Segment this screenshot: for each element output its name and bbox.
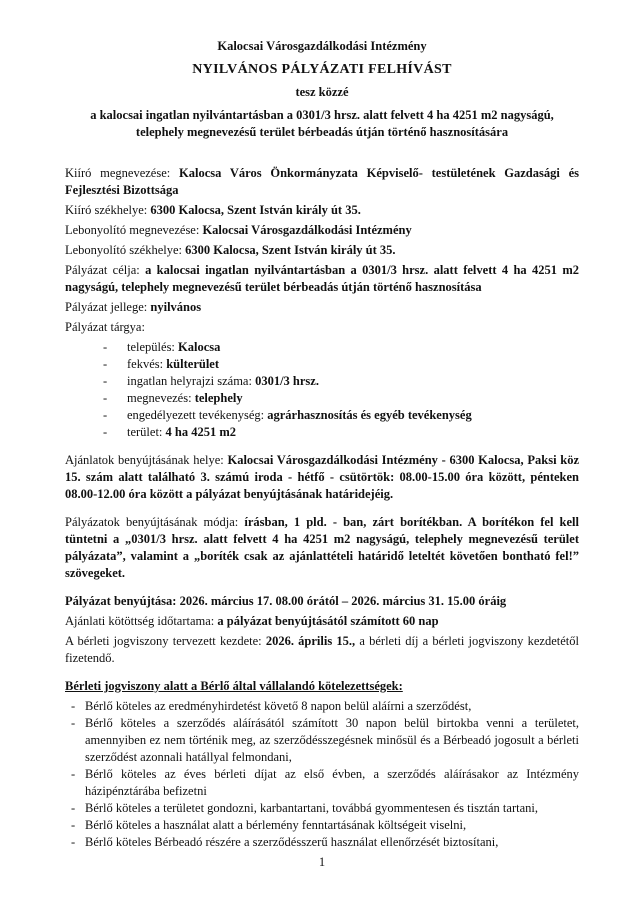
text-segment: a kalocsai ingatlan nyilvántartásban a 0301/3 hrsz. alatt felvett 4 ha 4251 m2 nagyságú, telephely megnevezésű terület bérbeadás útján történő hasznosítása [65,263,579,294]
paragraph [65,202,579,219]
text-segment: Ajánlatok benyújtásának helye: [65,453,228,467]
bullet-marker: - [71,767,76,781]
bullet-marker: - [103,408,108,422]
list-item-text [85,817,579,834]
paragraph [65,613,579,630]
text-segment: megnevezés: [127,391,195,405]
bullet-marker: - [71,801,76,815]
list-item-text [127,424,579,441]
text-segment: Bérlő köteles a használat alatt a bérlemény fenntartásának költségeit viselni, [85,818,467,832]
text-segment: a bérleti díj a bérleti jogviszony kezdetétől fizetendő. [65,634,579,665]
text-segment: írásban, 1 pld. - ban, zárt borítékban. A borítékon fel kell tüntetni a „0301/3 hrsz. alatt felvett 4 ha 4251 m2 nagyságú, telephely megnevezésű terület pályázata”, valamint a „boríték csak az ajánlattételi határidő leteltét követően bontható fel!” szövegeket. [65,515,579,580]
paragraph [65,633,579,667]
paragraph [65,222,579,239]
text-segment: Bérleti jogviszony alatt a Bérlő által vállalandó kötelezettségek: [65,679,403,693]
text-segment: Kalocsai Városgazdálkodási Intézmény - 6300 Kalocsa, Paksi köz 15. szám alatt található 3. számú iroda - hétfő - csütörtök: 08.00-15.00 óra között, pénteken 08.00-12.00 óra között a pályázat benyújtásának határidejéig. [65,453,580,501]
list-item-text [127,339,579,356]
text-segment: Bérlő köteles Bérbeadó részére a szerződésszerű használat ellenőrzését biztosítani, [85,835,499,849]
paragraph [65,262,579,296]
text-segment: nyilvános [150,300,202,314]
list-item [65,407,579,424]
list-item-text [127,356,579,373]
paragraph [65,452,579,503]
text-segment: Ajánlati kötöttség időtartama: [65,614,218,628]
text-segment: Lebonyolító székhelye: [65,243,186,257]
list-item [65,817,579,834]
text-segment: Bérlő köteles az eredményhirdetést követő 8 napon belül aláírni a szerződést, [85,699,472,713]
text-segment: terület: [127,425,166,439]
list-item-text [85,800,579,817]
org-name: Kalocsai Városgazdálkodási Intézmény [217,39,427,53]
list-item [65,356,579,373]
list-item [65,834,579,851]
page-number: 1 [318,855,326,869]
bullet-marker: - [103,340,108,354]
text-segment: Lebonyolító megnevezése: [65,223,203,237]
bullet-marker: - [71,716,76,730]
text-segment: település: [127,340,179,354]
text-segment: Bérlő köteles a területet gondozni, karbantartani, továbbá gyommentesen és tisztán tartani, [85,801,538,815]
list-item-text [85,715,579,766]
text-segment: 6300 Kalocsa, Szent István király út 35. [150,203,361,217]
text-segment: engedélyezett tevékenység: [127,408,268,422]
bullet-marker: - [103,357,108,371]
text-segment: 4 ha 4251 m2 [165,425,237,439]
list-item-text [127,373,579,390]
text-segment: külterület [166,357,220,371]
text-segment: Bérlő köteles a szerződés aláírásától számított 30 napon belül birtokba venni a területet, amennyiben ez nem történik meg, az szerződésszegésnek minősül és a Bérbeadó jogosult a bérleti szerződést azonnali hatállyal felmondani, [85,716,579,764]
text-segment: 0301/3 hrsz. [255,374,319,388]
bullet-marker: - [71,835,76,849]
document-body [65,165,579,851]
list-item [65,698,579,715]
subject-line: a kalocsai ingatlan nyilvántartásban a 0301/3 hrsz. alatt felvett 4 ha 4251 m2 nagyságú, telephely megnevezésű terület bérbeadás útján történő hasznosítására [90,108,554,139]
text-segment: 2026. április 15., [265,634,360,648]
list-item [65,373,579,390]
list-item-text [127,407,579,424]
text-segment: Kalocsa [178,340,221,354]
text-segment: A bérleti jogviszony tervezett kezdete: [65,634,266,648]
list-item [65,339,579,356]
paragraph [65,242,579,259]
text-segment: Kiíró székhelye: [65,203,151,217]
list-item [65,800,579,817]
bullet-list [65,339,579,441]
paragraph [65,165,579,199]
list-item-text [127,390,579,407]
bullet-marker: - [103,374,108,388]
bullet-marker: - [71,699,76,713]
list-item [65,715,579,766]
publish-line: tesz közzé [295,85,349,99]
text-segment: telephely [194,391,243,405]
paragraph [65,319,579,336]
text-segment: agrárhasznosítás és egyéb tevékenység [267,408,472,422]
text-segment: Pályázat jellege: [65,300,151,314]
text-segment: ingatlan helyrajzi száma: [127,374,256,388]
bullet-marker: - [103,425,108,439]
paragraph [65,593,579,610]
text-segment: Pályázatok benyújtásának módja: [65,515,245,529]
bullet-marker: - [103,391,108,405]
list-item [65,390,579,407]
bullet-marker: - [71,818,76,832]
text-segment: Bérlő köteles az éves bérleti díjat az első évben, a szerződés aláírásakor az Intézmény házipénztárába befizetni [85,767,579,798]
paragraph [65,299,579,316]
paragraph [65,678,579,695]
paragraph [65,514,579,582]
list-item-text [85,834,579,851]
text-segment: Pályázat benyújtása: 2026. március 17. 08.00 órától – 2026. március 31. 15.00 óráig [65,594,507,608]
document-header [65,38,579,141]
text-segment: Pályázat célja: [65,263,146,277]
text-segment: fekvés: [127,357,167,371]
text-segment: Kalocsa Város Önkormányzata Képviselő- testületének Gazdasági és Fejlesztési Bizottsága [65,166,580,197]
list-item-text [85,698,579,715]
document-title: NYILVÁNOS PÁLYÁZATI FELHÍVÁST [192,62,452,77]
list-item [65,766,579,800]
list-item-text [85,766,579,800]
list-item [65,424,579,441]
text-segment: Kalocsai Városgazdálkodási Intézmény [202,223,412,237]
text-segment: 6300 Kalocsa, Szent István király út 35. [185,243,396,257]
text-segment: a pályázat benyújtásától számított 60 nap [217,614,439,628]
text-segment: Pályázat tárgya: [65,320,145,334]
bullet-list [65,698,579,851]
text-segment: Kiíró megnevezése: [65,166,180,180]
